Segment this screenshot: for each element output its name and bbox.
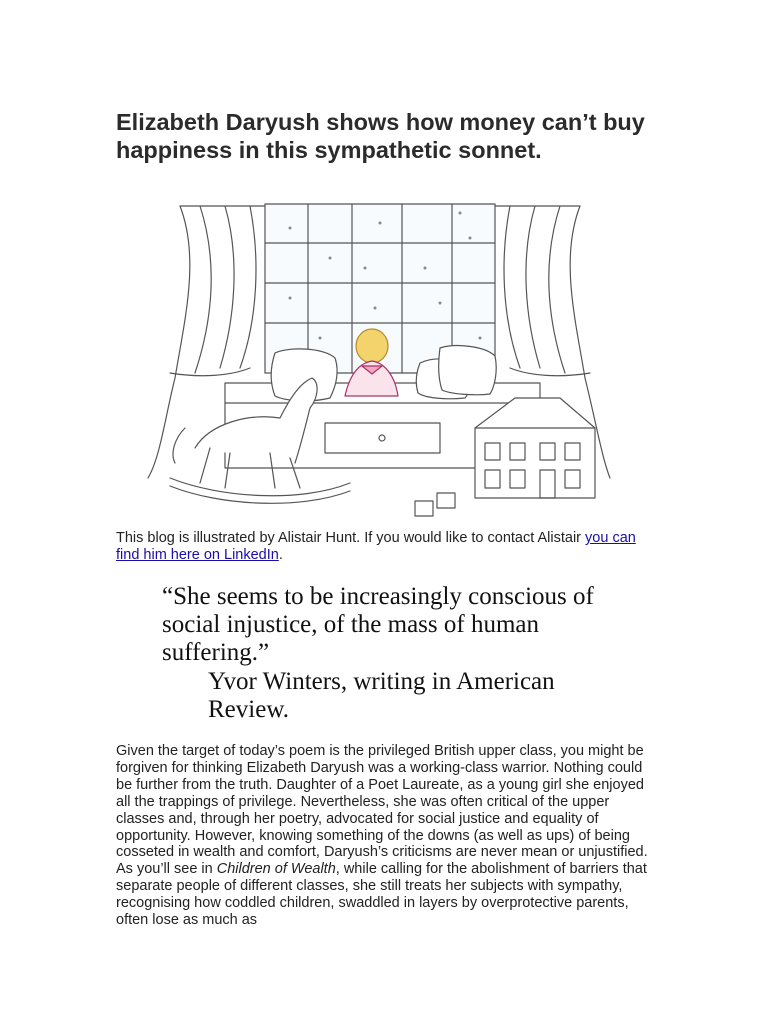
body-text-2: , while calling for the abolishment of barriers that separate people of different classes, she still treats her subjects with sympathy, recognising how coddled children, swaddled in layers by overprotective parents, often lose as much as	[116, 861, 647, 929]
page-title: Elizabeth Daryush shows how money can’t buy happiness in this sympathetic sonnet.	[116, 109, 645, 163]
linkedin-link[interactable]: you can find him here on LinkedIn	[116, 530, 636, 563]
poem-title: Children of Wealth	[216, 861, 336, 878]
body-text-1: Given the target of today’s poem is the privileged British upper class, you might be forgiven for thinking Elizabeth Daryush was a working-class warrior. Nothing could be further from the truth. Daughter of a Poet Laureate, as a young girl she enjoyed all the trappings of privilege. Nevertheless, she was often critical of the upper classes and, through her poetry, advocated for social justice and equality of opportunity. However, knowing something of the downs (as well as ups) of being cosseted in wealth and comfort, Daryush’s criticisms are never mean or unjustified. As you’ll see in	[116, 743, 648, 878]
pull-quote: “She seems to be increasingly conscious of social injustice, of the mass of human suffering.”	[162, 583, 594, 666]
quote-attribution: Yvor Winters, writing in American Review.	[208, 668, 555, 723]
body-paragraph	[116, 743, 656, 929]
illustration	[140, 198, 614, 520]
illustration-credit	[116, 530, 656, 564]
credit-period: .	[278, 547, 283, 563]
credit-text: This blog is illustrated by Alistair Hunt. If you would like to contact Alistair	[116, 530, 586, 546]
